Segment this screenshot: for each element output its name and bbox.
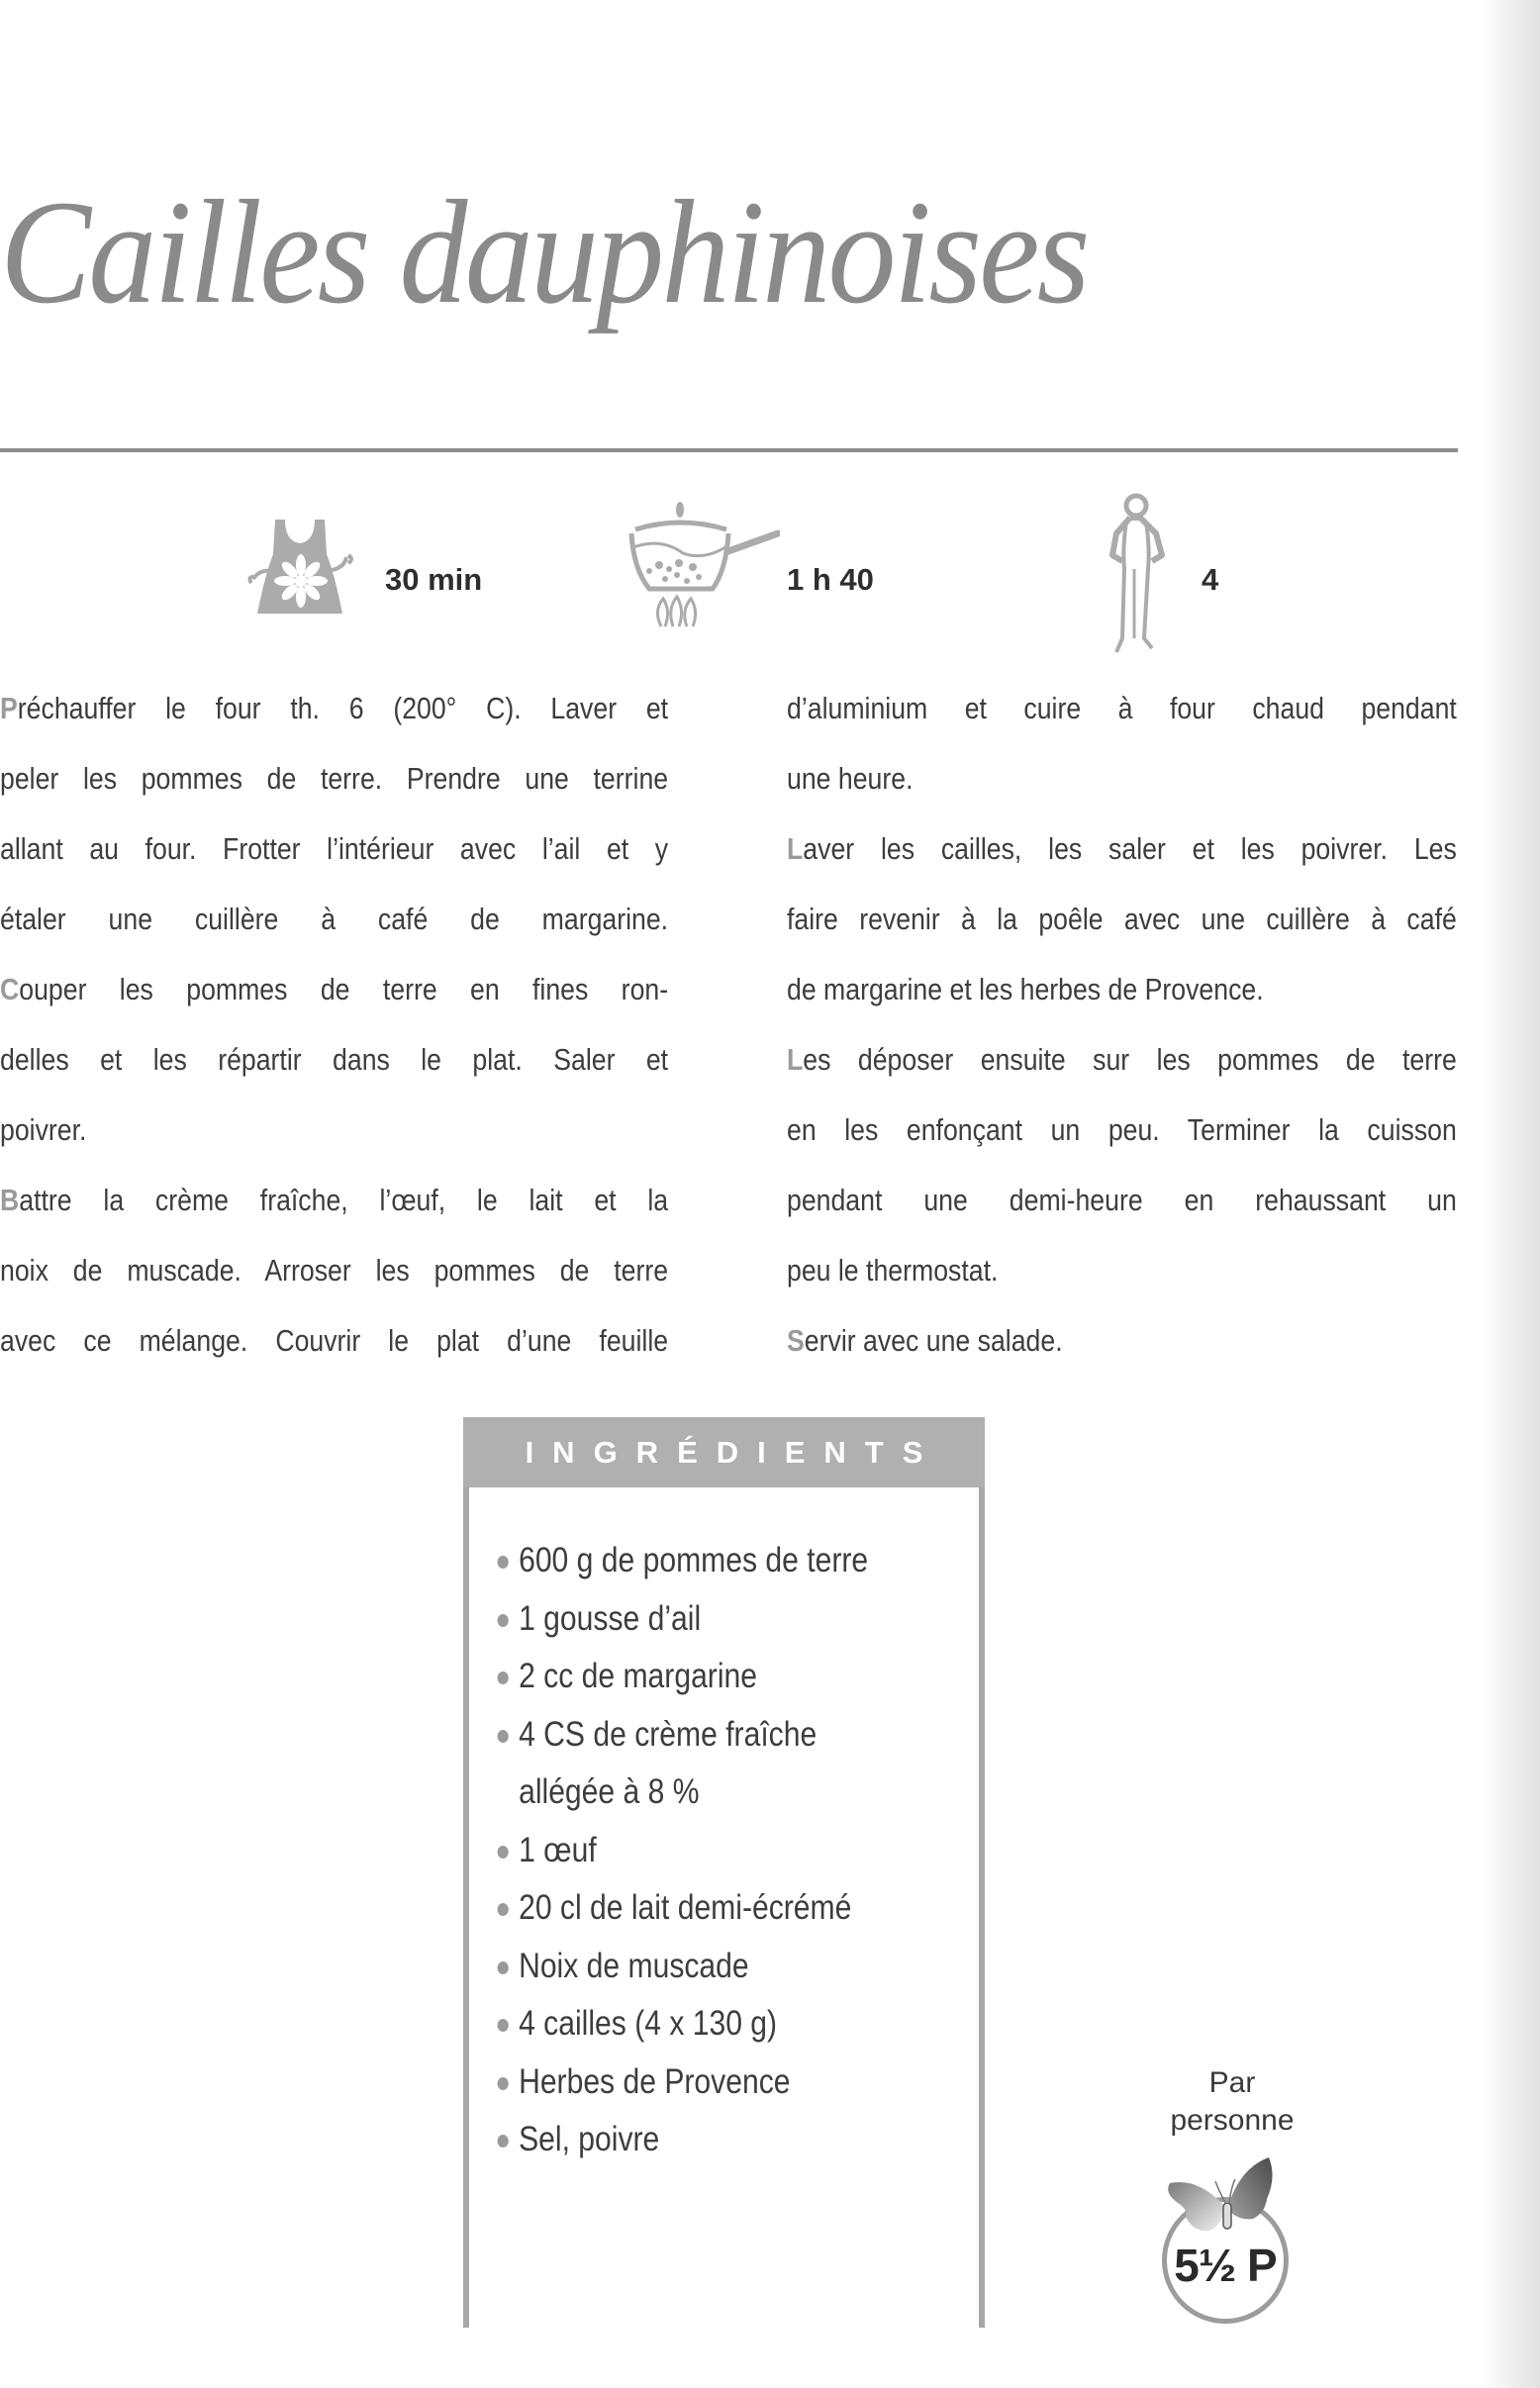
apron-icon (245, 500, 354, 648)
points-badge (1158, 2148, 1306, 2326)
cook-time: 1 h 40 (787, 562, 874, 597)
instruction-line: une heure. (787, 761, 914, 796)
bullet-icon (498, 1730, 509, 1743)
ingredient-item: 2 cc de margarine (495, 1648, 868, 1706)
ingredient-item-continuation: allégée à 8 % (519, 1772, 700, 1811)
instruction-line: pendant une demi-heure en rehaussant un (787, 1183, 1457, 1217)
instruction-line: delles et les répartir dans le plat. Saler et (0, 1042, 669, 1077)
ingredients-heading: INGRÉDIENTS (525, 1434, 942, 1470)
instruction-line: allant au four. Frotter l’intérieur avec l’ail et y (0, 831, 669, 866)
prep-time: 30 min (385, 562, 483, 597)
instruction-line: étaler une cuillère à café de margarine. (0, 902, 669, 936)
instruction-line: Servir avec une salade. (787, 1323, 1063, 1358)
instruction-line: de margarine et les herbes de Provence. (787, 972, 1264, 1006)
instruction-line: Battre la crème fraîche, l’œuf, le lait et la (0, 1183, 669, 1217)
title-divider (0, 448, 1458, 452)
cooking-pot-icon (622, 500, 780, 648)
page-edge-shadow (1481, 0, 1540, 2388)
instruction-line: Laver les cailles, les saler et les poivrer. Les (787, 831, 1457, 866)
ingredient-item: 600 g de pommes de terre (495, 1532, 868, 1590)
bullet-icon (498, 2077, 509, 2090)
servings: 4 (1202, 562, 1219, 597)
bullet-icon (498, 2019, 509, 2032)
instruction-line: en les enfonçant un peu. Terminer la cuisson (787, 1112, 1457, 1147)
points-label: Par personne (1170, 2066, 1295, 2137)
person-icon (1101, 490, 1170, 658)
bullet-icon (498, 1556, 509, 1569)
points-value: 5½ P (1174, 2240, 1277, 2291)
instruction-line: avec ce mélange. Couvrir le plat d’une feuille (0, 1323, 669, 1358)
instruction-line: poivrer. (0, 1112, 87, 1147)
instruction-line: peu le thermostat. (787, 1253, 999, 1288)
ingredients-list (495, 1532, 929, 2169)
instruction-line: Couper les pommes de terre en fines ron- (0, 972, 669, 1006)
instructions-left (0, 673, 668, 1376)
bullet-icon (498, 1903, 509, 1916)
instruction-line: Préchauffer le four th. 6 (200° C). Laver et (0, 691, 669, 725)
ingredient-item: Herbes de Provence (495, 2054, 868, 2112)
ingredient-item: 20 cl de lait demi-écrémé (495, 1879, 868, 1938)
bullet-icon (498, 1672, 509, 1684)
instruction-line: d’aluminium et cuire à four chaud pendant (787, 691, 1457, 725)
bullet-icon (498, 1614, 509, 1627)
ingredient-item: 4 cailles (4 x 130 g) (495, 1995, 868, 2054)
instructions-right (787, 673, 1457, 1376)
bullet-icon (498, 2135, 509, 2148)
ingredient-item: 1 gousse d’ail (495, 1590, 868, 1649)
ingredient-item: Noix de muscade (495, 1938, 868, 1996)
bullet-icon (498, 1846, 509, 1859)
ingredient-item: 4 CS de crème fraîche (495, 1706, 868, 1765)
instruction-line: noix de muscade. Arroser les pommes de terre (0, 1253, 669, 1288)
ingredient-item: Sel, poivre (495, 2111, 868, 2169)
recipe-title: Cailles dauphinoises (0, 170, 1088, 334)
instruction-line: peler les pommes de terre. Prendre une terrine (0, 761, 669, 796)
instruction-line: faire revenir à la poêle avec une cuillère à café (787, 902, 1457, 936)
ingredients-header (463, 1417, 985, 1487)
ingredient-item: 1 œuf (495, 1822, 868, 1880)
bullet-icon (498, 1961, 509, 1974)
instruction-line: Les déposer ensuite sur les pommes de terre (787, 1042, 1457, 1077)
